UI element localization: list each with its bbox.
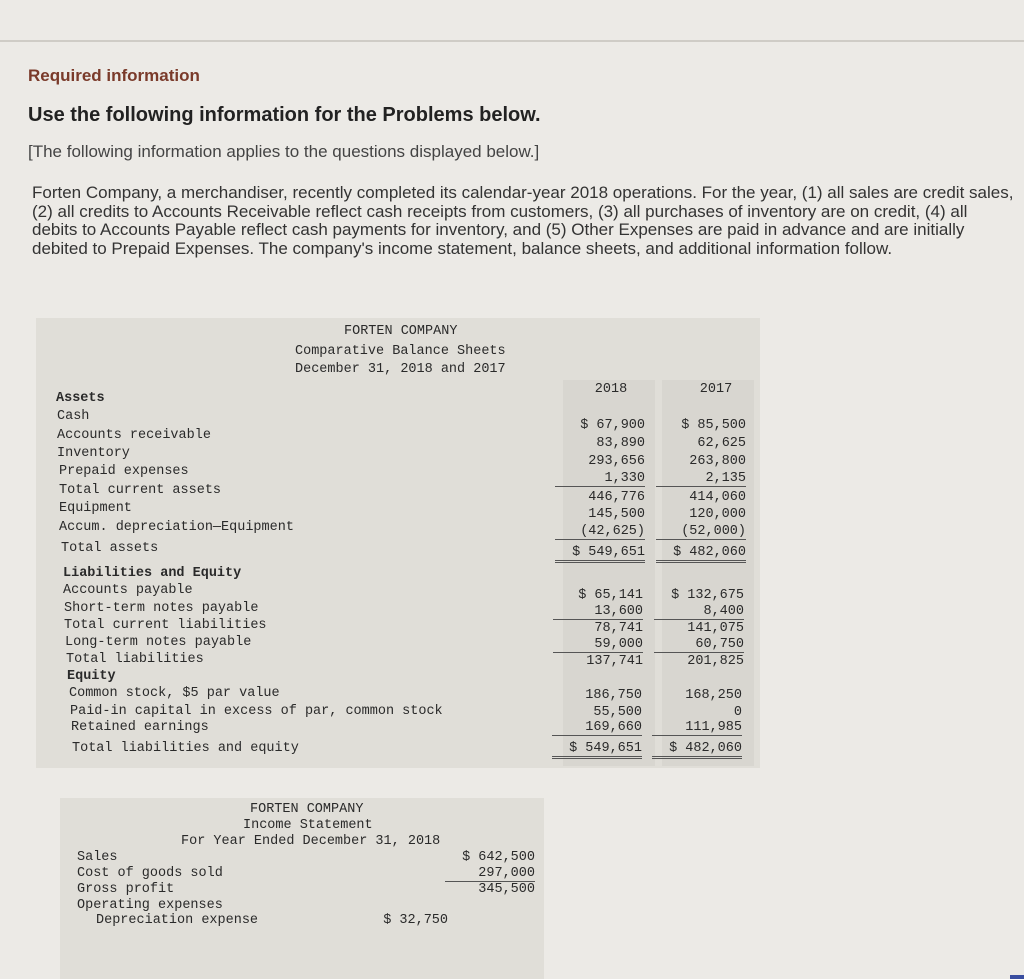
value-2017: $ 482,060	[656, 545, 746, 563]
value-2017: $ 85,500	[681, 418, 746, 433]
income-value: 297,000	[445, 866, 535, 882]
value-2018: $ 65,141	[578, 588, 643, 603]
row-label: Accum. depreciation—Equipment	[59, 520, 294, 535]
row-label: Total current assets	[59, 483, 222, 498]
value-2017: 111,985	[652, 720, 742, 736]
value-2017: (52,000)	[656, 524, 746, 540]
value-2018: 55,500	[593, 705, 642, 720]
value-2017: 8,400	[654, 604, 744, 620]
problem-intro-paragraph: Forten Company, a merchandiser, recently completed its calendar-year 2018 operations. For the year, (1) all sales are credit sales, (2) all credits to Accounts Receivable reflect cash receipts from customers, (3) all purchases of inventory are on credit, (4) all debits to Accounts Payable reflect cash payments for inventory, and (5) Other Expenses are paid in advance and are initially debited to Prepaid Expenses. The company's income statement, balance sheets, and additional information follow.	[32, 183, 1014, 258]
row-label: Retained earnings	[71, 720, 209, 735]
value-2017: 201,825	[687, 654, 744, 669]
top-divider	[0, 40, 1024, 42]
value-2018: 13,600	[553, 604, 643, 620]
value-2018: (42,625)	[555, 524, 645, 540]
required-information-heading: Required information	[28, 66, 200, 85]
column-header-2017: 2017	[699, 382, 733, 397]
row-label: Cost of goods sold	[77, 866, 223, 881]
income-statement-company-name: FORTEN COMPANY	[250, 802, 364, 817]
income-statement-title: Income Statement	[243, 818, 373, 833]
income-value: 345,500	[478, 882, 535, 897]
row-label: Total liabilities and equity	[72, 741, 299, 756]
row-label: Paid-in capital in excess of par, common stock	[70, 704, 443, 719]
row-label: Cash	[57, 409, 90, 424]
applies-note: [The following information applies to the questions displayed below.]	[28, 142, 540, 161]
value-2017: $ 132,675	[671, 588, 744, 603]
value-2018: $ 67,900	[580, 418, 645, 433]
income-inner-value: $ 32,750	[383, 913, 448, 928]
value-2017: 2,135	[656, 471, 746, 487]
row-label: Common stock, $5 par value	[69, 686, 280, 701]
row-label: Inventory	[57, 446, 130, 461]
value-2017: 414,060	[689, 490, 746, 505]
value-2018: $ 549,651	[555, 545, 645, 563]
corner-indicator	[1010, 975, 1024, 979]
row-label: Sales	[77, 850, 118, 865]
value-2018: 446,776	[588, 490, 645, 505]
balance-sheet-date: December 31, 2018 and 2017	[295, 362, 506, 377]
value-2018: 78,741	[594, 621, 643, 636]
value-2018: 186,750	[585, 688, 642, 703]
row-label: Total assets	[61, 541, 159, 556]
row-label: Long-term notes payable	[65, 635, 252, 650]
value-2018: 83,890	[596, 436, 645, 451]
value-2018: 1,330	[555, 471, 645, 487]
row-label: Accounts payable	[63, 583, 193, 598]
liabilities-equity-section-label: Liabilities and Equity	[63, 566, 242, 581]
value-2018: $ 549,651	[552, 741, 642, 759]
assets-section-label: Assets	[56, 391, 105, 406]
value-2017: 168,250	[685, 688, 742, 703]
value-2018: 145,500	[588, 507, 645, 522]
balance-sheet-company-name: FORTEN COMPANY	[344, 324, 458, 339]
row-label: Total liabilities	[66, 652, 204, 667]
row-label: Equipment	[59, 501, 132, 516]
value-2018: 293,656	[588, 454, 645, 469]
value-2017: 0	[733, 705, 742, 720]
value-2017: $ 482,060	[652, 741, 742, 759]
row-label: Prepaid expenses	[59, 464, 189, 479]
income-statement-period: For Year Ended December 31, 2018	[181, 834, 441, 849]
value-2018: 169,660	[552, 720, 642, 736]
row-label: Depreciation expense	[96, 913, 259, 928]
instructions-heading: Use the following information for the Problems below.	[28, 104, 541, 126]
value-2018: 59,000	[553, 637, 643, 653]
value-2017: 120,000	[689, 507, 746, 522]
value-2017: 141,075	[687, 621, 744, 636]
value-2018: 137,741	[586, 654, 643, 669]
row-label: Accounts receivable	[57, 428, 211, 443]
row-label: Total current liabilities	[64, 618, 267, 633]
value-2017: 60,750	[654, 637, 744, 653]
column-header-2018: 2018	[594, 382, 628, 397]
row-label: Short-term notes payable	[64, 601, 259, 616]
equity-section-label: Equity	[67, 669, 116, 684]
row-label: Operating expenses	[77, 898, 223, 913]
row-label: Gross profit	[77, 882, 175, 897]
value-2017: 62,625	[697, 436, 746, 451]
balance-sheet-title: Comparative Balance Sheets	[295, 344, 506, 359]
income-value: $ 642,500	[462, 850, 535, 865]
value-2017: 263,800	[689, 454, 746, 469]
